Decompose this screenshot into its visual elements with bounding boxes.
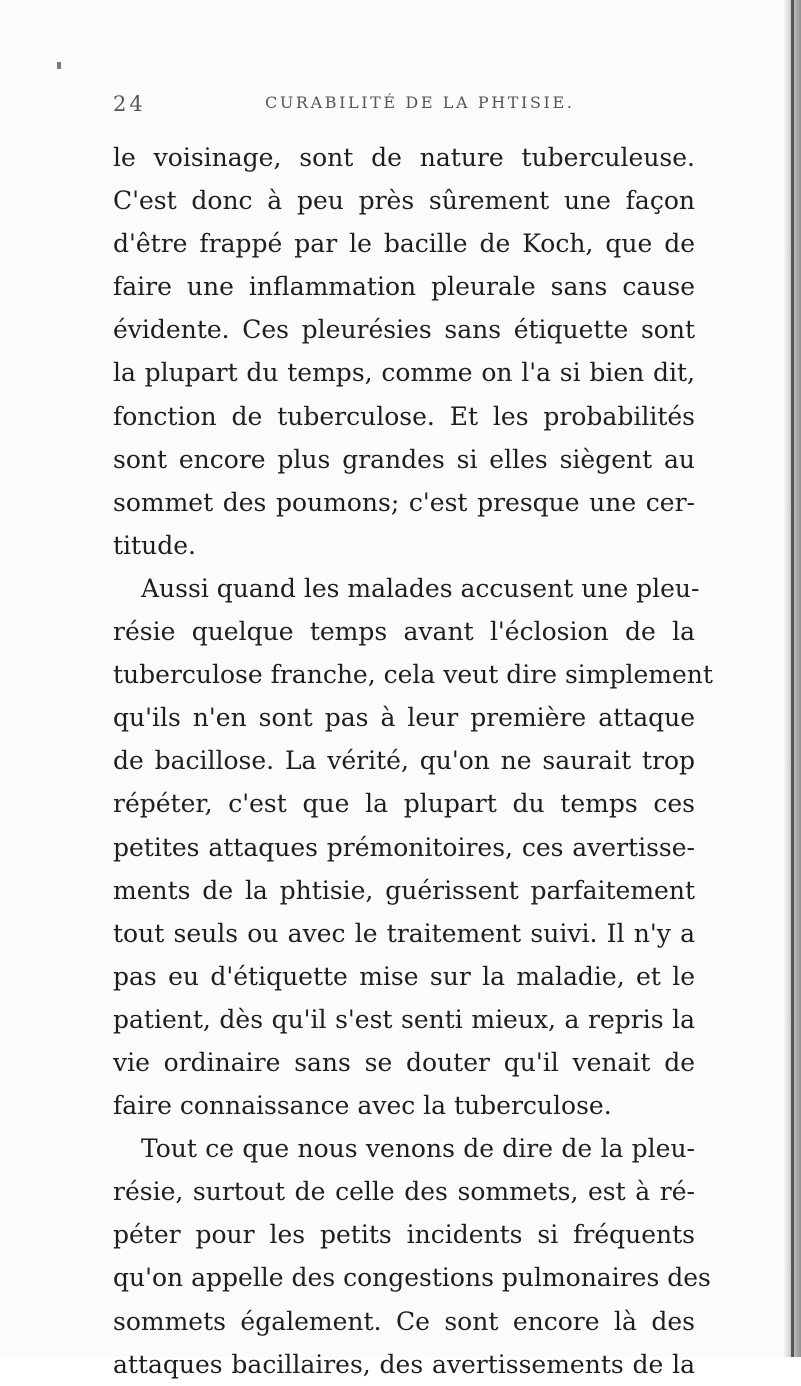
page-edge-line [791,0,794,1357]
text-line: qu'on appelle des congestions pulmonaires des [113,1263,711,1293]
text-line: tout seuls ou avec le traitement suivi. Il n'y a [113,918,695,948]
text-line: vie ordinaire sans se douter qu'il venait de [113,1047,695,1077]
text-line: sont encore plus grandes si elles siègent au [113,444,695,474]
running-header [113,92,673,122]
text-line: tuberculose franche, cela veut dire simplement [113,660,713,690]
text-line: petites attaques prémonitoires, ces avertisse- [113,832,695,862]
text-line: sommets également. Ce sont encore là des [113,1306,695,1336]
text-line: de bacillose. La vérité, qu'on ne saurait trop [113,746,695,776]
text-line: ments de la phtisie, guérissent parfaitement [113,875,695,905]
text-line: attaques bacillaires, des avertissements de la [113,1349,695,1379]
page-number: 24 [113,92,146,116]
text-line: le voisinage, sont de nature tuberculeuse. [113,143,695,172]
text-line: fonction de tuberculose. Et les probabilités [113,401,695,431]
paragraph-start-line: Tout ce que nous venons de dire de la pleu- [141,1134,695,1164]
text-line: titude. [113,530,196,560]
text-line: péter pour les petits incidents si fréquents [113,1220,695,1250]
text-line: faire une inflammation pleurale sans cause [113,272,695,302]
text-line: pas eu d'étiquette mise sur la maladie, et le [113,961,695,991]
text-line: évidente. Ces pleurésies sans étiquette sont [113,315,695,345]
text-line: d'être frappé par le bacille de Koch, que de [113,229,695,259]
paragraph-start-line: Aussi quand les malades accusent une pleu- [141,573,700,603]
text-line: C'est donc à peu près sûrement une façon [113,186,695,216]
running-title: CURABILITÉ DE LA PHTISIE. [265,93,575,112]
text-line: sommet des poumons; c'est presque une cer- [113,487,695,517]
print-mark [57,62,61,69]
text-line: résie quelque temps avant l'éclosion de la [113,617,695,647]
text-line: résie, surtout de celle des sommets, est à ré- [113,1177,695,1207]
text-line: répéter, c'est que la plupart du temps ces [113,789,695,819]
body-text [113,136,713,1386]
text-line: patient, dès qu'il s'est senti mieux, a repris la [113,1004,695,1034]
text-line: qu'ils n'en sont pas à leur première attaque [113,703,695,733]
text-line: faire connaissance avec la tuberculose. [113,1091,612,1121]
text-line: la plupart du temps, comme on l'a si bien dit, [113,358,695,388]
